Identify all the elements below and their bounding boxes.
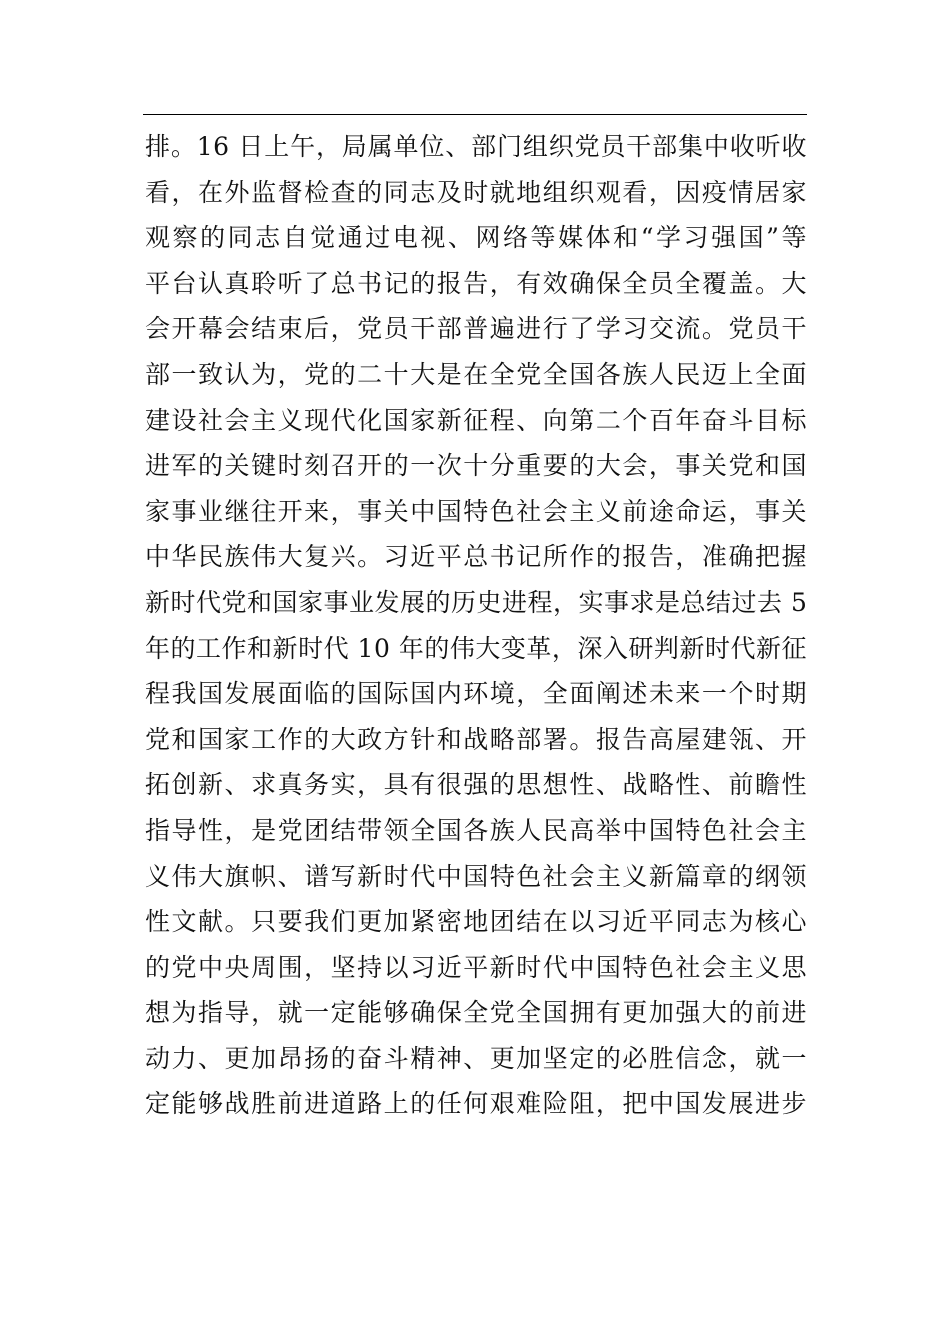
text-line: 平台认真聆听了总书记的报告，有效确保全员全覆盖。大 <box>145 268 807 298</box>
text-line: 指导性，是党团结带领全国各族人民高举中国特色社会主 <box>145 815 807 845</box>
body-paragraph <box>145 124 807 1127</box>
text-line: 建设社会主义现代化国家新征程、向第二个百年奋斗目标 <box>145 405 807 435</box>
text-line: 中华民族伟大复兴。习近平总书记所作的报告，准确把握 <box>145 542 807 572</box>
header-rule <box>143 114 807 115</box>
text-line: 程我国发展面临的国际国内环境，全面阐述未来一个时期 <box>145 679 807 709</box>
text-line: 看，在外监督检查的同志及时就地组织观看，因疫情居家 <box>145 177 807 207</box>
text-line: 进军的关键时刻召开的一次十分重要的大会，事关党和国 <box>145 451 807 481</box>
text-line: 拓创新、求真务实，具有很强的思想性、战略性、前瞻性 <box>145 770 807 800</box>
text-line: 排。16 日上午，局属单位、部门组织党员干部集中收听收 <box>145 132 807 161</box>
text-line: 部一致认为，党的二十大是在全党全国各族人民迈上全面 <box>145 359 807 389</box>
text-line: 新时代党和国家事业发展的历史进程，实事求是总结过去 5 <box>145 587 808 617</box>
text-line: 的党中央周围，坚持以习近平新时代中国特色社会主义思 <box>145 952 807 982</box>
text-line: 会开幕会结束后，党员干部普遍进行了学习交流。党员干 <box>145 314 807 344</box>
text-line: 定能够战胜前进道路上的任何艰难险阻，把中国发展进步 <box>145 1089 807 1119</box>
text-line: 动力、更加昂扬的奋斗精神、更加坚定的必胜信念，就一 <box>145 1043 807 1073</box>
text-line: 观察的同志自觉通过电视、网络等媒体和“学习强国”等 <box>145 223 807 253</box>
text-line: 义伟大旗帜、谱写新时代中国特色社会主义新篇章的纲领 <box>145 861 807 891</box>
text-line: 想为指导，就一定能够确保全党全国拥有更加强大的前进 <box>145 998 807 1028</box>
text-line: 家事业继往开来，事关中国特色社会主义前途命运，事关 <box>145 496 807 526</box>
text-line: 党和国家工作的大政方针和战略部署。报告高屋建瓴、开 <box>145 724 807 754</box>
text-line: 年的工作和新时代 10 年的伟大变革，深入研判新时代新征 <box>145 633 807 663</box>
text-line: 性文献。只要我们更加紧密地团结在以习近平同志为核心 <box>145 907 807 937</box>
